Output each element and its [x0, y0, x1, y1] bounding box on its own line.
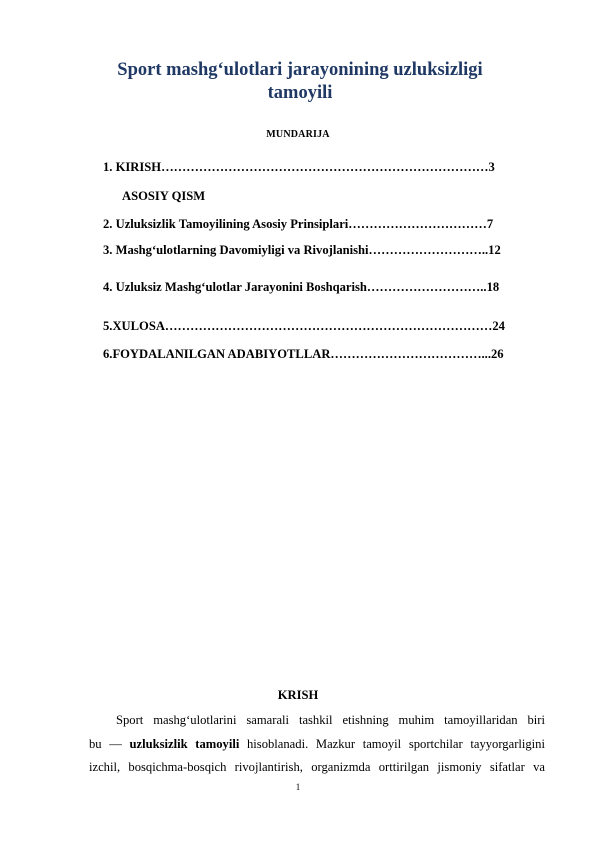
intro-paragraph: [89, 709, 545, 780]
toc-entry-xulosa[interactable]: 5.XULOSA……………………………………………………………………24: [103, 319, 505, 333]
paragraph-line-2: [89, 733, 545, 757]
toc-entry-davomiylik[interactable]: 3. Mashg‘ulotlarning Davomiyligi va Rivojlanishi………………………..12: [103, 243, 501, 257]
toc-heading: MUNDARIJA: [266, 129, 330, 140]
paragraph-line-2-prefix: bu —: [89, 736, 130, 751]
page-number: 1: [295, 782, 301, 792]
paragraph-line-3: izchil, bosqichma-bosqich rivojlantirish, organizmda orttirilgan jismoniy sifatlar va: [89, 760, 545, 774]
paragraph-line-1: Sport mashg‘ulotlarini samarali tashkil etishning muhim tamoyillaridan biri: [116, 713, 545, 727]
document-title: [80, 59, 520, 105]
title-line-2: tamoyili: [267, 83, 333, 103]
toc-entry-boshqarish[interactable]: 4. Uzluksiz Mashg‘ulotlar Jarayonini Boshqarish………………………..18: [103, 280, 500, 294]
toc-entry-asosiy-qism: ASOSIY QISM: [122, 189, 206, 203]
toc-entry-kirish[interactable]: 1. KIRISH……………………………………………………………………3: [103, 160, 495, 174]
toc-entry-adabiyotlar[interactable]: 6.FOYDALANILGAN ADABIYOTLLAR………………………………...26: [103, 347, 504, 361]
paragraph-line-2-suffix: hisoblanadi. Mazkur tamoyil sportchilar tayyorgarligini: [239, 736, 545, 751]
section-heading-kirish: KRISH: [277, 688, 319, 702]
title-line-1: Sport mashg‘ulotlari jarayonining uzluksizligi: [117, 60, 483, 80]
paragraph-bold-term: uzluksizlik tamoyili: [129, 736, 240, 751]
toc-entry-prinsiplar[interactable]: 2. Uzluksizlik Tamoyilining Asosiy Prinsiplari……………………………7: [103, 217, 494, 231]
